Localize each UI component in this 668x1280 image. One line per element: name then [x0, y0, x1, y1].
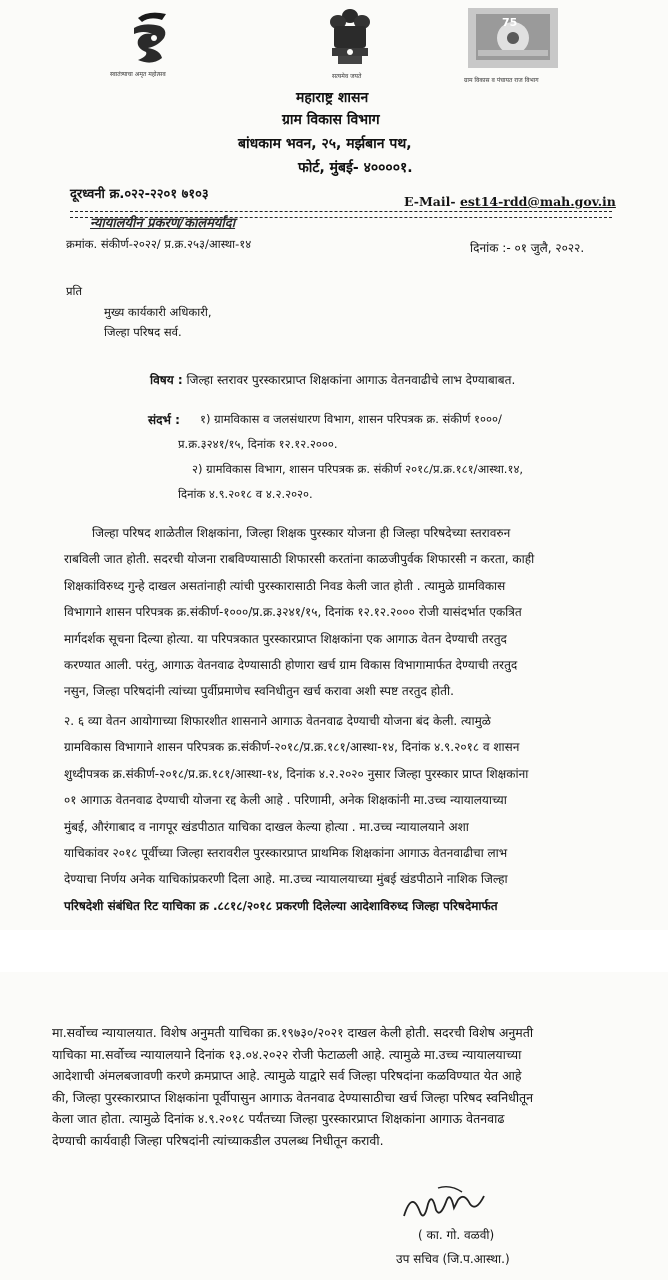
page-2-line: देण्याची कार्यवाही जिल्हा परिषदांनी त्यांच्याकडील उपलब्ध निधीतून करावी. — [52, 1132, 384, 1148]
paragraph-2 — [64, 708, 624, 919]
paragraph-1-line: विभागाने शासन परिपत्रक क्र.संकीर्ण-१०००/प्र.क्र.३२४१/१५, दिनांक १२.१२.२००० रोजी यासंदर्भात एकत्रित — [64, 605, 522, 620]
right-logo-badge: 75 — [502, 16, 518, 29]
page-2-paragraph — [52, 1022, 632, 1151]
paragraph-2-line: परिषदेशी संबंधित रिट याचिका क्र .८८१८/२०१८ प्रकरणी दिलेल्या आदेशाविरुध्द जिल्हा परिषदेमार्फत — [64, 898, 498, 913]
paragraph-1 — [64, 520, 624, 705]
references-label: संदर्भ : — [148, 413, 180, 427]
page-2-line: आदेशाची अंमलबजावणी करणे क्रमप्राप्त आहे. त्यामुळे याद्वारे सर्व जिल्हा परिषदांना कळविण्यात येत आहे — [52, 1068, 522, 1083]
subject-text: जिल्हा स्तरावर पुरस्कारप्राप्त शिक्षकांना आगाऊ वेतनवाढीचे लाभ देण्याबाबत. — [186, 373, 516, 387]
handwritten-signature — [398, 1182, 488, 1226]
reference-number: क्रमांक. संकीर्ण-२०२२/ प्र.क्र.२५३/आस्था-१४ — [66, 237, 252, 251]
recipient-line2: जिल्हा परिषद सर्व. — [104, 325, 182, 339]
paragraph-2-line: देण्याचा निर्णय अनेक याचिकांप्रकरणी दिला आहे. मा.उच्च न्यायालयाच्या मुंबई खंडपीठाने नाशिक जिल्हा — [64, 872, 508, 887]
right-logo-caption: ग्राम विकास व पंचायत राज विभाग — [464, 77, 539, 84]
handwritten-file-note: न्यायालयीन प्रकरण/कालमर्यादा — [90, 216, 236, 231]
letterhead-government: महाराष्ट्र शासन — [296, 90, 369, 106]
email-label: E-Mail- — [404, 194, 456, 209]
reference-line-4: दिनांक ४.९.२०१८ व ४.२.२०२०. — [178, 487, 313, 501]
page-2-line: याचिका मा.सर्वोच्च न्यायालयाने दिनांक १३.०४.२०२२ रोजी फेटाळली आहे. त्यामुळे मा.उच्च न्यायालयाच्या — [52, 1046, 522, 1062]
letterhead-department: ग्राम विकास विभाग — [282, 112, 380, 128]
recipient-prefix: प्रति — [66, 284, 83, 298]
letter-date: दिनांक :- ०१ जुलै, २०२२. — [470, 241, 585, 255]
paragraph-2-line: मुंबई, औरंगाबाद व नागपूर खंडपीठात याचिका दाखल केल्या होत्या . मा.उच्च न्यायालयाने अशा — [64, 819, 469, 834]
paragraph-2-line: ०१ आगाऊ वेतनवाढ देण्याची योजना रद्द केली आहे . परिणामी, अनेक शिक्षकांनी मा.उच्च न्यायालयाच्या — [64, 793, 507, 808]
email-contact — [404, 194, 616, 209]
subject-line — [150, 371, 515, 388]
reference-line-2: प्र.क्र.३२४१/१५, दिनांक १२.१२.२०००. — [178, 437, 338, 451]
letterhead-address-line2: फोर्ट, मुंबई- ४००००१. — [298, 160, 413, 176]
subject-label: विषय : — [150, 373, 183, 387]
recipient-line1: मुख्य कार्यकारी अधिकारी, — [104, 305, 212, 319]
paragraph-2-line: याचिकांवर २०१८ पूर्वीच्या जिल्हा स्तरावरील पुरस्कारप्राप्त प्राथमिक शिक्षकांना आगाऊ वेतनवाढीचा लाभ — [64, 845, 508, 860]
reference-line-3: २) ग्रामविकास विभाग, शासन परिपत्रक क्र. संकीर्ण २०१८/प्र.क्र.१८१/आस्था.१४, — [192, 462, 524, 476]
paragraph-2-line: २. ६ व्या वेतन आयोगाच्या शिफारशीत शासनाने आगाऊ वेतनवाढ देण्याची योजना बंद केली. त्यामुळे — [64, 714, 491, 728]
signatory-designation: उप सचिव (जि.प.आस्था.) — [396, 1252, 510, 1266]
paragraph-1-line: राबविली जात होती. सदरची योजना राबविण्यासाठी शिफारसी करतांना काळजीपुर्वक शिफारसी न करता, काही — [64, 552, 535, 567]
paragraph-2-line: ग्रामविकास विभागाने शासन परिपत्रक क्र.संकीर्ण-२०१८/प्र.क्र.१८१/आस्था-१४, दिनांक ४.९.२०१८ व शासन — [64, 740, 520, 755]
paragraph-1-line: नसुन, जिल्हा परिषदांनी त्यांच्या पुर्वीप्रमाणेच स्वनिधीतुन खर्च करावा अशी स्पष्ट तरतुद होती. — [64, 684, 454, 699]
reference-line-1: १) ग्रामविकास व जलसंधारण विभाग, शासन परिपत्रक क्र. संकीर्ण १०००/ — [200, 412, 502, 426]
header-divider — [70, 211, 612, 212]
left-logo-caption: स्वातंत्र्याचा अमृत महोत्सव — [110, 71, 166, 78]
email-address-link[interactable]: est14-rdd@mah.gov.in — [459, 194, 616, 209]
page-2-line: की, जिल्हा पुरस्कारप्राप्त शिक्षकांना पूर्वीपासुन आगाऊ वेतनवाढ देण्यासाठीचा खर्च जिल्हा परिषद स्वनिधीतून — [52, 1089, 534, 1105]
ashoka-emblem-icon — [318, 6, 382, 84]
amrit-mahotsav-logo — [108, 8, 200, 78]
phone-number: दूरध्वनी क्र.०२२-२२०१ ७१०३ — [70, 187, 209, 202]
page-2-line: मा.सर्वोच्च न्यायालयात. विशेष अनुमती याचिका क्र.१९७३०/२०२१ दाखल केली होती. सदरची विशेष अनुमती — [52, 1025, 534, 1040]
paragraph-1-line: मार्गदर्शक सूचना दिल्या होत्या. या परिपत्रकात पुरस्कारप्राप्त शिक्षकांना एक आगाऊ वेतन देण्याची तरतुद — [64, 631, 507, 646]
paragraph-2-line: शुध्दीपत्रक क्र.संकीर्ण-२०१८/प्र.क्र.१८१/आस्था-१४, दिनांक ४.२.२०२० नुसार जिल्हा पुरस्कार प्राप्त शिक्षकांना — [64, 766, 529, 781]
paragraph-1-line: करण्यात आली. परंतु, आगाऊ वेतनवाढ देण्यासाठी होणारा खर्च ग्राम विकास विभागामार्फत देण्याची तरतुद — [64, 657, 518, 672]
paragraph-1-line: जिल्हा परिषद शाळेतील शिक्षकांना, जिल्हा शिक्षक पुरस्कार योजना ही जिल्हा परिषदेच्या स्तरावरुन — [92, 526, 511, 540]
paragraph-1-line: शिक्षकांविरुध्द गुन्हे दाखल असतांनाही त्यांची पुरस्कारासाठी निवड केली जात होती . त्यामुळे ग्रामविकास — [64, 578, 506, 593]
signatory-name: ( का. गो. वळवी) — [418, 1228, 495, 1242]
rural-development-75-logo — [458, 6, 568, 88]
letterhead-address-line1: बांधकाम भवन, २५, मर्झबान पथ, — [238, 136, 412, 152]
center-logo-caption: सत्यमेव जयते — [332, 73, 362, 80]
page-2-line: केला जात होता. त्यामुळे दिनांक ४.९.२०१८ पर्यंतच्या जिल्हा पुरस्कारप्राप्त शिक्षकांना आगाऊ वेतनवाढ — [52, 1111, 505, 1126]
